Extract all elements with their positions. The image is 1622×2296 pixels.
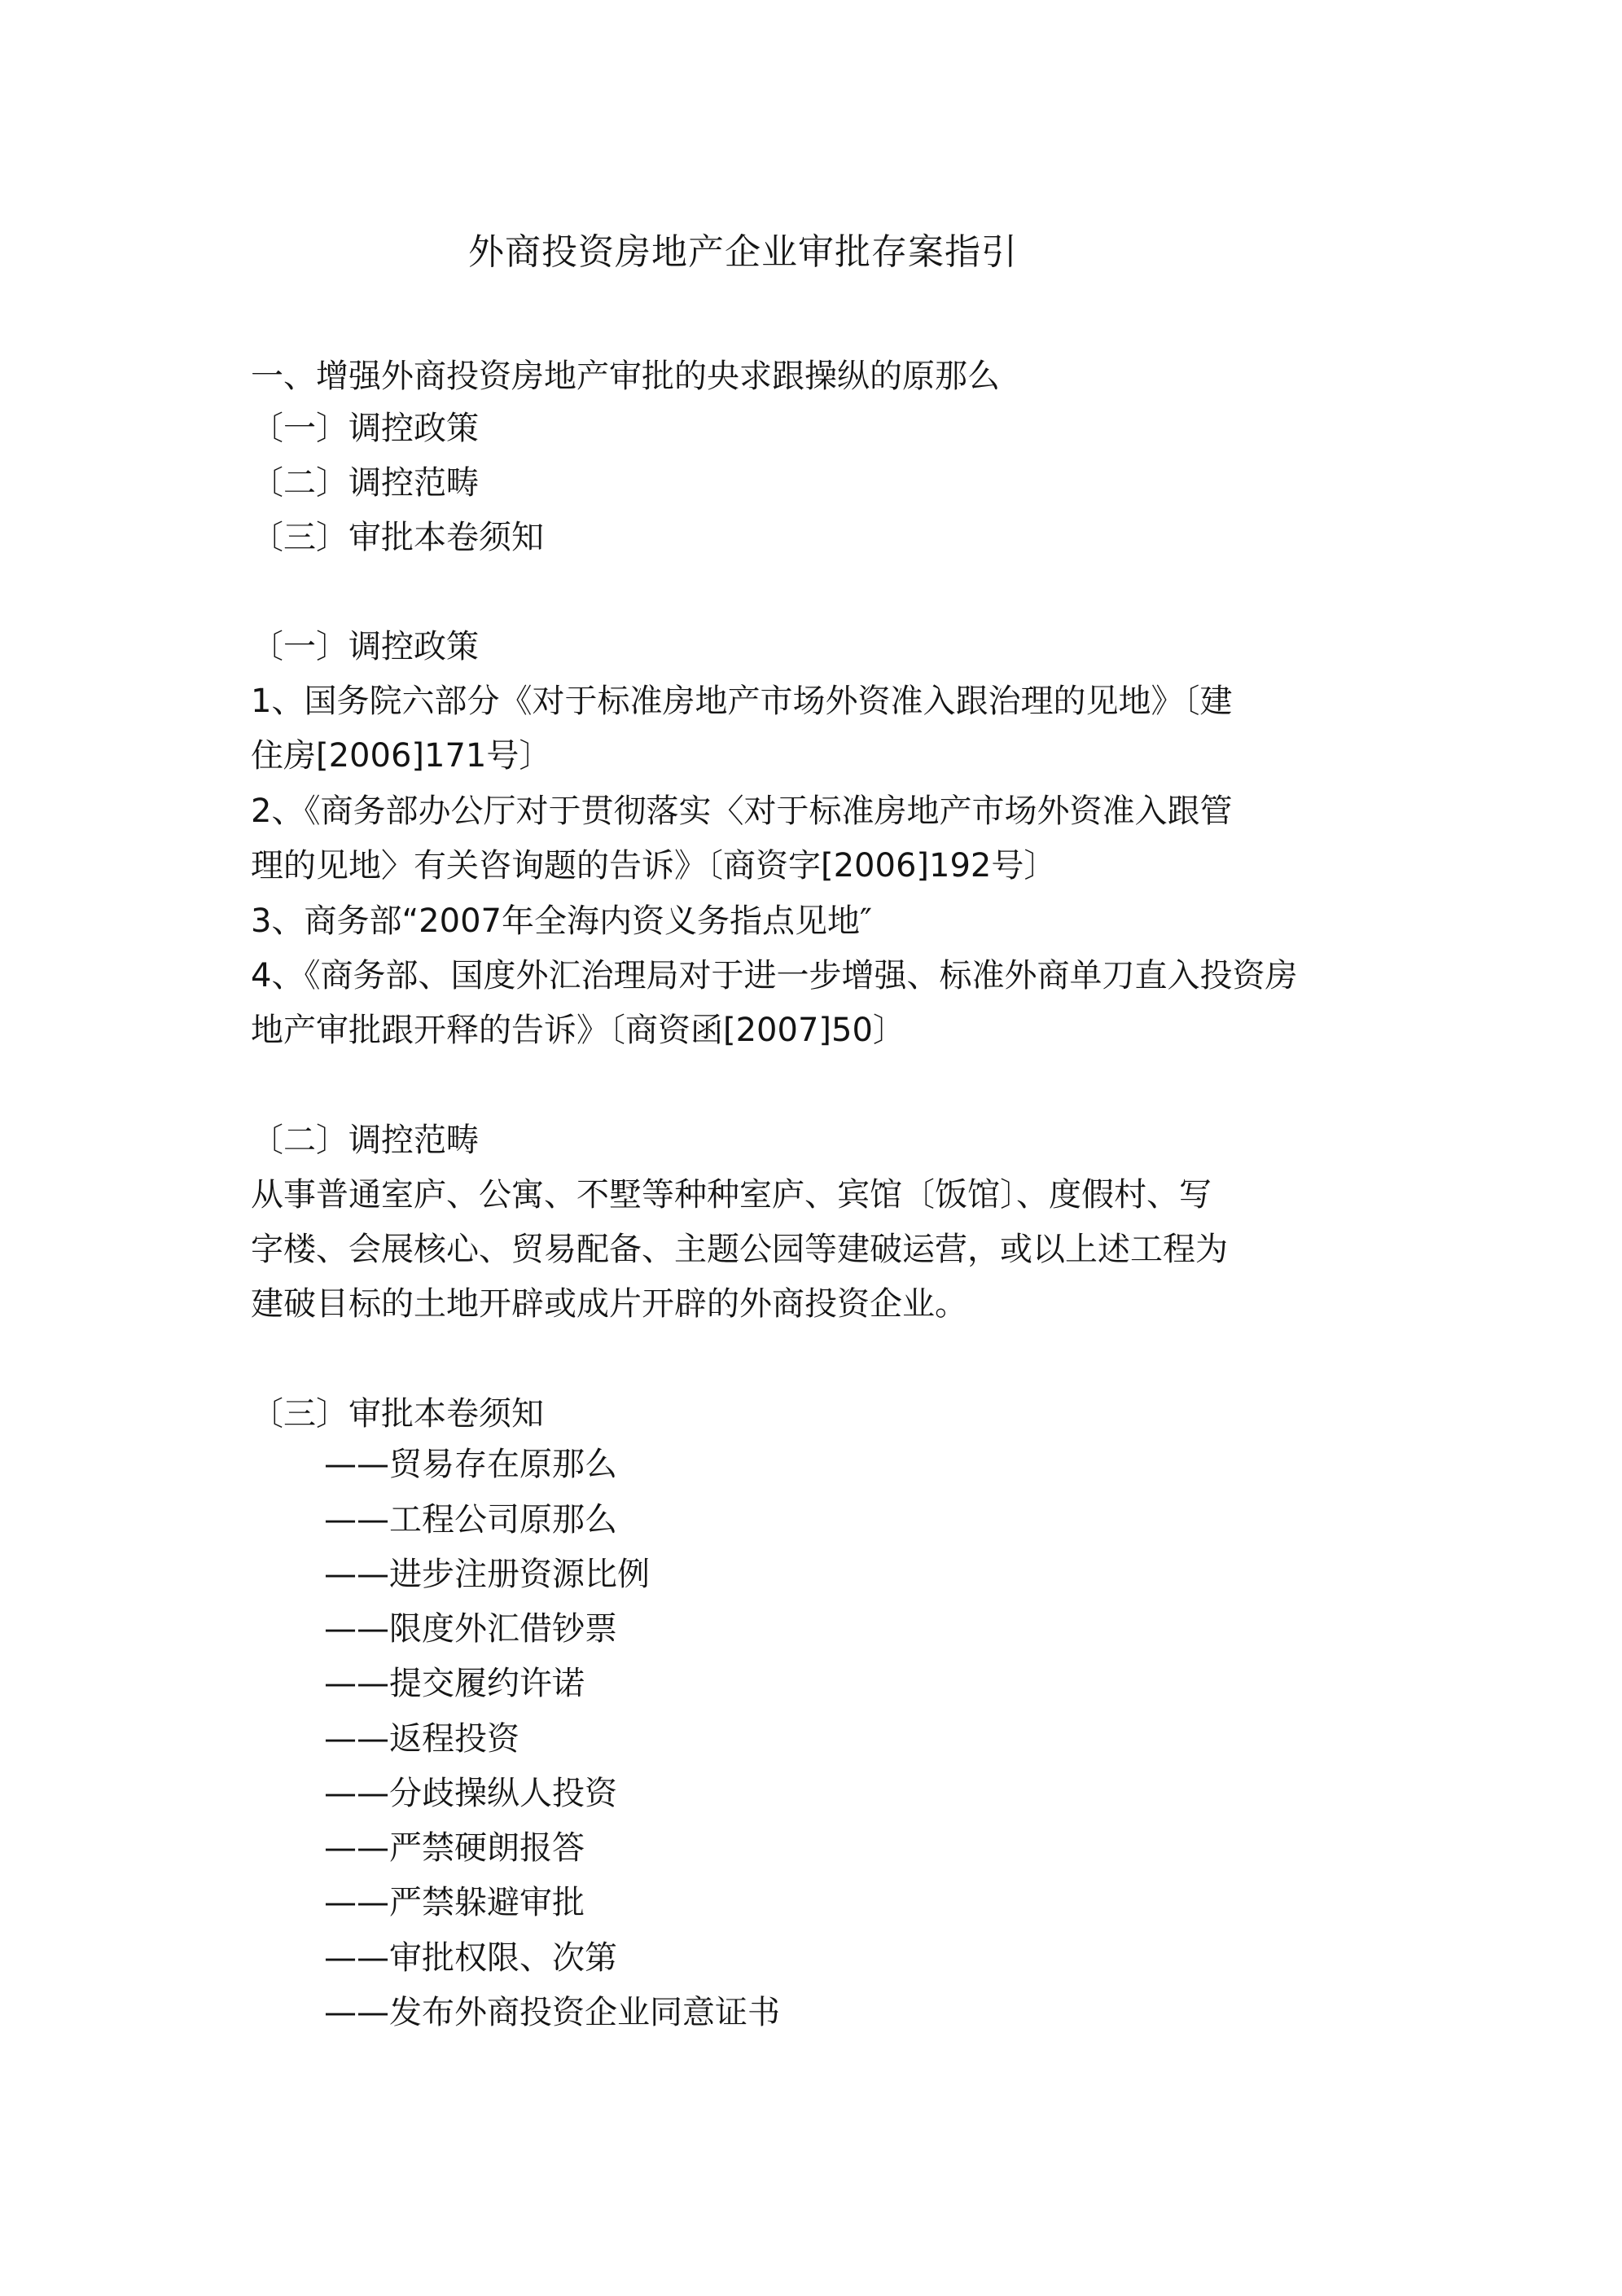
notice-item: ——审批权限、次第 bbox=[324, 1939, 617, 1977]
notice-item: ——严禁躲避审批 bbox=[324, 1884, 585, 1921]
policy-item-line: 住房[2006]171号〕 bbox=[251, 737, 552, 775]
scope-paragraph-line: 建破目标的土地开辟或成片开辟的外商投资企业。 bbox=[251, 1285, 967, 1323]
notice-item: ——严禁硬朗报答 bbox=[324, 1829, 585, 1867]
notice-item: ——发布外商投资企业同意证书 bbox=[324, 1994, 780, 2031]
notice-item: ——工程公司原那么 bbox=[324, 1501, 617, 1539]
notice-item: ——分歧操纵人投资 bbox=[324, 1775, 617, 1812]
notice-item: ——贸易存在原那么 bbox=[324, 1446, 617, 1483]
section-heading: 〔三〕审批本卷须知 bbox=[251, 1395, 544, 1433]
policy-item-line: 地产审批跟开释的告诉》〔商资函[2007]50〕 bbox=[251, 1012, 905, 1049]
notice-item: ——进步注册资源比例 bbox=[324, 1556, 650, 1593]
document-title: 外商投资房地产企业审批存案指引 bbox=[468, 231, 1018, 273]
notice-item: ——提交履约许诺 bbox=[324, 1665, 585, 1702]
policy-item-line: 理的见地〉有关咨询题的告诉》〔商资字[2006]192号〕 bbox=[251, 847, 1057, 885]
section-heading: 〔二〕调控范畴 bbox=[251, 1122, 479, 1159]
policy-item-line: 4、《商务部、国度外汇治理局对于进一步增强、标准外商单刀直入投资房 bbox=[251, 957, 1298, 994]
scope-paragraph-line: 从事普通室庐、公寓、不墅等种种室庐、宾馆〔饭馆〕、度假村、写 bbox=[251, 1176, 1212, 1214]
outline-item: 〔三〕审批本卷须知 bbox=[251, 519, 544, 556]
policy-item-line: 2、《商务部办公厅对于贯彻落实〈对于标准房地产市场外资准入跟管 bbox=[251, 792, 1233, 830]
policy-item-line: 1、国务院六部分《对于标准房地产市场外资准入跟治理的见地》〔建 bbox=[251, 683, 1233, 720]
notice-item: ——返程投资 bbox=[324, 1720, 519, 1758]
scope-paragraph-line: 字楼、会展核心、贸易配备、主题公园等建破运营，或以上述工程为 bbox=[251, 1231, 1228, 1268]
section-heading: 〔一〕调控政策 bbox=[251, 628, 479, 665]
outline-item: 〔一〕调控政策 bbox=[251, 410, 479, 447]
notice-item: ——限度外汇借钞票 bbox=[324, 1610, 617, 1648]
policy-item-line: 3、商务部“2007年全海内资义务指点见地″ bbox=[251, 902, 872, 940]
outline-item: 〔二〕调控范畴 bbox=[251, 464, 479, 502]
outline-heading: 一、增强外商投资房地产审批的央求跟操纵的原那么 bbox=[251, 358, 1000, 395]
